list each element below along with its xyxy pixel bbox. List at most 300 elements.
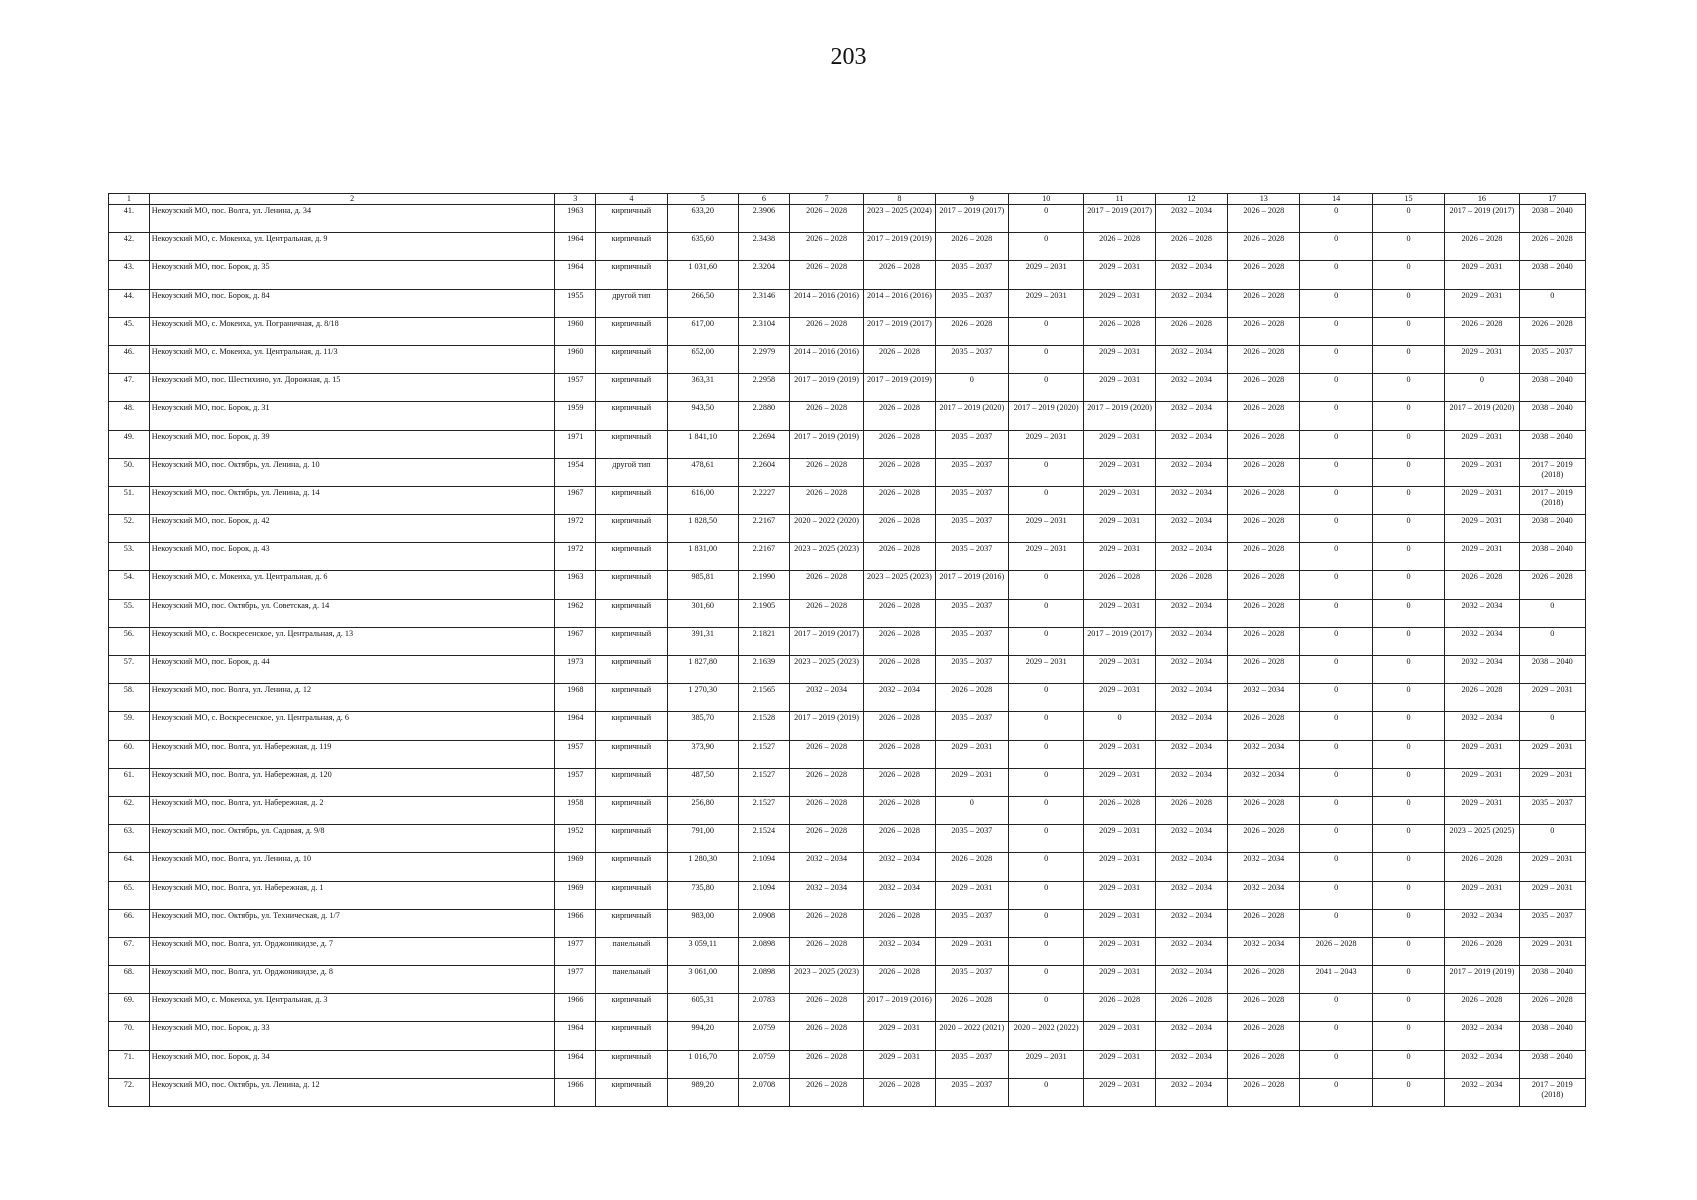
table-cell: 2035 – 2037 xyxy=(935,486,1008,514)
table-cell: 0 xyxy=(1372,909,1444,937)
address-cell: Некоузский МО, пос. Октябрь, ул. Ленина, д. 10 xyxy=(149,458,555,486)
table-cell: 791,00 xyxy=(667,825,738,853)
address-cell: Некоузский МО, пос. Волга, ул. Ленина, д. 10 xyxy=(149,853,555,881)
table-cell: кирпичный xyxy=(596,881,667,909)
table-cell: 0 xyxy=(1372,486,1444,514)
table-cell: 1972 xyxy=(555,515,596,543)
table-cell: 2029 – 2031 xyxy=(1084,515,1155,543)
table-cell: 2035 – 2037 xyxy=(935,909,1008,937)
table-cell: 2026 – 2028 xyxy=(789,261,863,289)
table-cell: 2029 – 2031 xyxy=(1009,515,1084,543)
table-cell: 2032 – 2034 xyxy=(1155,599,1227,627)
table-cell: 2026 – 2028 xyxy=(1228,712,1300,740)
address-cell: Некоузский МО, пос. Волга, ул. Набережная, д. 119 xyxy=(149,740,555,768)
table-cell: 1963 xyxy=(555,571,596,599)
table-row xyxy=(109,515,1586,543)
table-cell: 0 xyxy=(1300,684,1372,712)
table-cell: 0 xyxy=(1372,853,1444,881)
table-cell: 2032 – 2034 xyxy=(1445,627,1519,655)
table-cell: 2.3146 xyxy=(738,289,789,317)
table-cell: 0 xyxy=(1300,796,1372,824)
address-cell: Некоузский МО, пос. Борок, д. 34 xyxy=(149,1050,555,1078)
table-cell: 2038 – 2040 xyxy=(1519,261,1585,289)
table-row xyxy=(109,486,1586,514)
table-cell: другой тип xyxy=(596,458,667,486)
table-cell: 2029 – 2031 xyxy=(1519,740,1585,768)
row-number-cell: 57. xyxy=(109,656,150,684)
table-cell: 2017 – 2019 (2017) xyxy=(935,205,1008,233)
column-header-16: 16 xyxy=(1445,194,1519,205)
table-cell: 2029 – 2031 xyxy=(1084,853,1155,881)
row-number-cell: 50. xyxy=(109,458,150,486)
table-cell: 2026 – 2028 xyxy=(789,205,863,233)
table-cell: 2.1094 xyxy=(738,881,789,909)
table-cell: 2032 – 2034 xyxy=(1445,599,1519,627)
address-cell: Некоузский МО, пос. Волга, ул. Набережная, д. 120 xyxy=(149,768,555,796)
table-cell: кирпичный xyxy=(596,909,667,937)
table-cell: 2026 – 2028 xyxy=(1228,909,1300,937)
table-cell: 0 xyxy=(1372,374,1444,402)
table-cell: 2.0908 xyxy=(738,909,789,937)
table-cell: 2020 – 2022 (2022) xyxy=(1009,1022,1084,1050)
table-cell: 0 xyxy=(1300,909,1372,937)
column-number-row xyxy=(109,194,1586,205)
table-cell: 2032 – 2034 xyxy=(1155,627,1227,655)
table-cell: 2023 – 2025 (2023) xyxy=(789,656,863,684)
table-cell: 2026 – 2028 xyxy=(1228,966,1300,994)
table-cell: 2014 – 2016 (2016) xyxy=(864,289,935,317)
table-cell: 2026 – 2028 xyxy=(1228,1050,1300,1078)
table-cell: 2032 – 2034 xyxy=(1155,1022,1227,1050)
table-cell: кирпичный xyxy=(596,768,667,796)
address-cell: Некоузский МО, пос. Октябрь, ул. Техническая, д. 1/7 xyxy=(149,909,555,937)
table-cell: 2026 – 2028 xyxy=(1084,571,1155,599)
table-cell: 2032 – 2034 xyxy=(789,881,863,909)
table-cell: 2029 – 2031 xyxy=(1084,486,1155,514)
table-cell: 2029 – 2031 xyxy=(1084,768,1155,796)
table-cell: 943,50 xyxy=(667,402,738,430)
table-cell: кирпичный xyxy=(596,515,667,543)
row-number-cell: 49. xyxy=(109,430,150,458)
table-cell: 2029 – 2031 xyxy=(1009,1050,1084,1078)
table-cell: 2026 – 2028 xyxy=(864,486,935,514)
table-cell: 2029 – 2031 xyxy=(1445,458,1519,486)
table-cell: 2029 – 2031 xyxy=(864,1050,935,1078)
table-row xyxy=(109,1050,1586,1078)
row-number-cell: 45. xyxy=(109,317,150,345)
table-cell: кирпичный xyxy=(596,430,667,458)
table-cell: 2026 – 2028 xyxy=(1228,627,1300,655)
table-cell: 0 xyxy=(1300,345,1372,373)
table-cell: 0 xyxy=(1519,627,1585,655)
table-cell: 0 xyxy=(1009,599,1084,627)
table-cell: 0 xyxy=(1009,684,1084,712)
table-cell: 2029 – 2031 xyxy=(1519,684,1585,712)
table-cell: 2032 – 2034 xyxy=(1228,684,1300,712)
table-cell: 2032 – 2034 xyxy=(1155,486,1227,514)
table-cell: кирпичный xyxy=(596,345,667,373)
column-header-17: 17 xyxy=(1519,194,1585,205)
table-cell: 2.1565 xyxy=(738,684,789,712)
table-cell: 2032 – 2034 xyxy=(1155,853,1227,881)
table-cell: 2032 – 2034 xyxy=(1445,656,1519,684)
address-cell: Некоузский МО, пос. Борок, д. 39 xyxy=(149,430,555,458)
table-cell: 635,60 xyxy=(667,233,738,261)
table-cell: 0 xyxy=(1300,627,1372,655)
table-cell: 2032 – 2034 xyxy=(1155,656,1227,684)
table-cell: 2029 – 2031 xyxy=(1519,768,1585,796)
table-cell: 2026 – 2028 xyxy=(1228,1078,1300,1106)
table-row xyxy=(109,345,1586,373)
table-cell: 2026 – 2028 xyxy=(1519,571,1585,599)
table-cell: 2038 – 2040 xyxy=(1519,402,1585,430)
table-cell: 0 xyxy=(1519,599,1585,627)
table-cell: 2.1990 xyxy=(738,571,789,599)
table-row xyxy=(109,656,1586,684)
table-cell: 633,20 xyxy=(667,205,738,233)
column-header-2: 2 xyxy=(149,194,555,205)
table-cell: 256,80 xyxy=(667,796,738,824)
table-cell: 1 280,30 xyxy=(667,853,738,881)
table-cell: 2032 – 2034 xyxy=(1228,881,1300,909)
table-cell: кирпичный xyxy=(596,740,667,768)
table-cell: 266,50 xyxy=(667,289,738,317)
table-cell: 1969 xyxy=(555,881,596,909)
table-cell: 0 xyxy=(1300,853,1372,881)
table-cell: 2029 – 2031 xyxy=(935,768,1008,796)
table-cell: 0 xyxy=(1300,768,1372,796)
table-cell: 2026 – 2028 xyxy=(1519,317,1585,345)
table-cell: 1 827,80 xyxy=(667,656,738,684)
table-cell: 2026 – 2028 xyxy=(1300,937,1372,965)
table-cell: 0 xyxy=(1372,740,1444,768)
table-cell: 2026 – 2028 xyxy=(1519,233,1585,261)
table-cell: 2029 – 2031 xyxy=(1084,825,1155,853)
table-row xyxy=(109,317,1586,345)
table-cell: 0 xyxy=(1372,796,1444,824)
table-cell: 0 xyxy=(1300,402,1372,430)
table-cell: 2026 – 2028 xyxy=(1228,374,1300,402)
table-cell: 0 xyxy=(1372,1078,1444,1106)
table-cell: 2032 – 2034 xyxy=(1228,740,1300,768)
address-cell: Некоузский МО, пос. Волга, ул. Орджоникидзе, д. 8 xyxy=(149,966,555,994)
table-cell: 2038 – 2040 xyxy=(1519,515,1585,543)
table-cell: 1964 xyxy=(555,261,596,289)
table-cell: 0 xyxy=(1009,937,1084,965)
table-cell: 2.3438 xyxy=(738,233,789,261)
table-cell: 2029 – 2031 xyxy=(1084,599,1155,627)
address-cell: Некоузский МО, пос. Волга, ул. Набережная, д. 1 xyxy=(149,881,555,909)
row-number-cell: 54. xyxy=(109,571,150,599)
table-cell: 2026 – 2028 xyxy=(1084,994,1155,1022)
table-cell: 2026 – 2028 xyxy=(789,740,863,768)
table-cell: 0 xyxy=(1372,458,1444,486)
table-cell: 2029 – 2031 xyxy=(1084,345,1155,373)
table-cell: 2.1821 xyxy=(738,627,789,655)
table-row xyxy=(109,261,1586,289)
column-header-1: 1 xyxy=(109,194,150,205)
table-cell: 2017 – 2019 (2018) xyxy=(1519,458,1585,486)
table-cell: 487,50 xyxy=(667,768,738,796)
table-cell: 2026 – 2028 xyxy=(864,796,935,824)
table-cell: 0 xyxy=(1009,458,1084,486)
table-cell: 0 xyxy=(1372,402,1444,430)
table-cell: 2026 – 2028 xyxy=(864,627,935,655)
table-cell: кирпичный xyxy=(596,712,667,740)
table-cell: кирпичный xyxy=(596,627,667,655)
table-cell: 2026 – 2028 xyxy=(789,317,863,345)
table-cell: кирпичный xyxy=(596,486,667,514)
table-row xyxy=(109,289,1586,317)
address-cell: Некоузский МО, пос. Борок, д. 35 xyxy=(149,261,555,289)
table-cell: 2032 – 2034 xyxy=(1155,768,1227,796)
table-cell: 1967 xyxy=(555,486,596,514)
table-cell: 2.2694 xyxy=(738,430,789,458)
table-cell: 2032 – 2034 xyxy=(1155,1078,1227,1106)
table-cell: 2.2167 xyxy=(738,515,789,543)
address-cell: Некоузский МО, с. Мокеиха, ул. Центральная, д. 11/3 xyxy=(149,345,555,373)
table-cell: 0 xyxy=(1519,712,1585,740)
table-cell: 2026 – 2028 xyxy=(789,909,863,937)
table-cell: 1966 xyxy=(555,909,596,937)
table-cell: 2.2979 xyxy=(738,345,789,373)
table-row xyxy=(109,543,1586,571)
address-cell: Некоузский МО, пос. Шестихино, ул. Дорожная, д. 15 xyxy=(149,374,555,402)
table-cell: 2029 – 2031 xyxy=(1009,543,1084,571)
table-cell: 1971 xyxy=(555,430,596,458)
table-cell: 0 xyxy=(1009,317,1084,345)
table-cell: 2026 – 2028 xyxy=(1228,261,1300,289)
address-cell: Некоузский МО, пос. Борок, д. 84 xyxy=(149,289,555,317)
table-cell: 0 xyxy=(1009,966,1084,994)
table-cell: 2026 – 2028 xyxy=(789,994,863,1022)
table-row xyxy=(109,740,1586,768)
table-cell: 2032 – 2034 xyxy=(1155,261,1227,289)
table-cell: 2026 – 2028 xyxy=(1228,1022,1300,1050)
table-cell: 2.1527 xyxy=(738,740,789,768)
table-cell: 2035 – 2037 xyxy=(935,261,1008,289)
table-cell: 2032 – 2034 xyxy=(1155,374,1227,402)
housing-table-container xyxy=(108,193,1586,1107)
table-cell: 2.1905 xyxy=(738,599,789,627)
table-cell: 1969 xyxy=(555,853,596,881)
table-cell: 617,00 xyxy=(667,317,738,345)
table-cell: кирпичный xyxy=(596,1050,667,1078)
table-cell: 0 xyxy=(1372,825,1444,853)
table-cell: 2038 – 2040 xyxy=(1519,966,1585,994)
table-cell: 2026 – 2028 xyxy=(864,599,935,627)
table-cell: 2029 – 2031 xyxy=(935,881,1008,909)
table-cell: 1960 xyxy=(555,345,596,373)
table-cell: 1 016,70 xyxy=(667,1050,738,1078)
table-cell: 2.1527 xyxy=(738,796,789,824)
table-cell: 2026 – 2028 xyxy=(1228,345,1300,373)
table-cell: 2017 – 2019 (2017) xyxy=(1084,205,1155,233)
row-number-cell: 56. xyxy=(109,627,150,655)
table-cell: 616,00 xyxy=(667,486,738,514)
row-number-cell: 68. xyxy=(109,966,150,994)
table-cell: 2032 – 2034 xyxy=(1228,853,1300,881)
table-cell: 2029 – 2031 xyxy=(1084,1078,1155,1106)
table-cell: 2032 – 2034 xyxy=(1445,1078,1519,1106)
table-cell: 2026 – 2028 xyxy=(789,825,863,853)
table-cell: 2032 – 2034 xyxy=(1445,712,1519,740)
table-cell: 2026 – 2028 xyxy=(864,656,935,684)
table-cell: 2035 – 2037 xyxy=(935,345,1008,373)
table-cell: 2.1524 xyxy=(738,825,789,853)
table-cell: 363,31 xyxy=(667,374,738,402)
table-cell: 1964 xyxy=(555,233,596,261)
table-cell: 1962 xyxy=(555,599,596,627)
address-cell: Некоузский МО, пос. Борок, д. 31 xyxy=(149,402,555,430)
table-cell: 2029 – 2031 xyxy=(935,740,1008,768)
table-cell: 1964 xyxy=(555,1022,596,1050)
column-header-6: 6 xyxy=(738,194,789,205)
table-cell: 2029 – 2031 xyxy=(1445,515,1519,543)
table-cell: 2029 – 2031 xyxy=(1445,430,1519,458)
table-cell: 2026 – 2028 xyxy=(1155,317,1227,345)
table-cell: 2026 – 2028 xyxy=(1228,796,1300,824)
table-cell: 2026 – 2028 xyxy=(789,458,863,486)
table-row xyxy=(109,853,1586,881)
table-cell: 2032 – 2034 xyxy=(1155,205,1227,233)
table-cell: 0 xyxy=(1300,205,1372,233)
table-cell: 2029 – 2031 xyxy=(1445,486,1519,514)
table-cell: 2032 – 2034 xyxy=(1155,458,1227,486)
table-cell: 0 xyxy=(1372,430,1444,458)
table-cell: 2032 – 2034 xyxy=(1155,712,1227,740)
table-cell: 983,00 xyxy=(667,909,738,937)
table-cell: 2032 – 2034 xyxy=(864,937,935,965)
table-cell: 2026 – 2028 xyxy=(935,317,1008,345)
table-cell: 2032 – 2034 xyxy=(1155,937,1227,965)
table-cell: 2032 – 2034 xyxy=(1155,825,1227,853)
table-cell: 2026 – 2028 xyxy=(864,966,935,994)
table-row xyxy=(109,205,1586,233)
table-cell: 2026 – 2028 xyxy=(864,402,935,430)
table-cell: 2017 – 2019 (2019) xyxy=(789,374,863,402)
table-cell: 2026 – 2028 xyxy=(1445,937,1519,965)
table-cell: 0 xyxy=(1300,1078,1372,1106)
row-number-cell: 62. xyxy=(109,796,150,824)
table-cell: 2029 – 2031 xyxy=(1445,261,1519,289)
page-number: 203 xyxy=(830,44,867,70)
table-cell: 2032 – 2034 xyxy=(864,881,935,909)
table-cell: 2017 – 2019 (2018) xyxy=(1519,1078,1585,1106)
table-cell: 2029 – 2031 xyxy=(1084,458,1155,486)
table-cell: 2029 – 2031 xyxy=(1084,374,1155,402)
table-cell: 0 xyxy=(1300,261,1372,289)
table-cell: 0 xyxy=(1009,486,1084,514)
table-row xyxy=(109,966,1586,994)
table-cell: 0 xyxy=(1372,261,1444,289)
table-cell: 2035 – 2037 xyxy=(935,543,1008,571)
address-cell: Некоузский МО, пос. Волга, ул. Ленина, д. 12 xyxy=(149,684,555,712)
table-row xyxy=(109,712,1586,740)
table-row xyxy=(109,571,1586,599)
table-cell: 2032 – 2034 xyxy=(1445,1022,1519,1050)
table-cell: 0 xyxy=(1372,937,1444,965)
table-cell: 2023 – 2025 (2023) xyxy=(864,571,935,599)
table-cell: 2026 – 2028 xyxy=(1155,796,1227,824)
table-cell: 2.2604 xyxy=(738,458,789,486)
table-cell: 0 xyxy=(1009,881,1084,909)
table-cell: 2.3204 xyxy=(738,261,789,289)
table-row xyxy=(109,458,1586,486)
table-cell: 0 xyxy=(1009,233,1084,261)
table-cell: 0 xyxy=(1009,627,1084,655)
table-cell: 2032 – 2034 xyxy=(789,684,863,712)
table-cell: 2023 – 2025 (2023) xyxy=(789,543,863,571)
row-number-cell: 63. xyxy=(109,825,150,853)
table-cell: 373,90 xyxy=(667,740,738,768)
table-row xyxy=(109,937,1586,965)
table-cell: 2026 – 2028 xyxy=(1445,853,1519,881)
table-cell: 2035 – 2037 xyxy=(935,627,1008,655)
table-cell: кирпичный xyxy=(596,853,667,881)
table-cell: 385,70 xyxy=(667,712,738,740)
table-row xyxy=(109,402,1586,430)
table-cell: 2.0708 xyxy=(738,1078,789,1106)
table-cell: 2026 – 2028 xyxy=(864,768,935,796)
table-cell: 2023 – 2025 (2024) xyxy=(864,205,935,233)
table-cell: 2026 – 2028 xyxy=(1084,233,1155,261)
table-cell: кирпичный xyxy=(596,402,667,430)
row-number-cell: 67. xyxy=(109,937,150,965)
table-cell: 2029 – 2031 xyxy=(1084,684,1155,712)
table-cell: 0 xyxy=(1009,768,1084,796)
address-cell: Некоузский МО, с. Мокеиха, ул. Центральная, д. 3 xyxy=(149,994,555,1022)
table-cell: 2026 – 2028 xyxy=(1155,571,1227,599)
table-cell: 0 xyxy=(1372,205,1444,233)
table-cell: 2035 – 2037 xyxy=(935,1050,1008,1078)
table-cell: 2017 – 2019 (2017) xyxy=(1084,627,1155,655)
table-cell: 2017 – 2019 (2020) xyxy=(935,402,1008,430)
row-number-cell: 48. xyxy=(109,402,150,430)
table-cell: 0 xyxy=(1009,740,1084,768)
table-cell: 2026 – 2028 xyxy=(1228,402,1300,430)
table-cell: 2038 – 2040 xyxy=(1519,543,1585,571)
table-cell: 1 831,00 xyxy=(667,543,738,571)
column-header-4: 4 xyxy=(596,194,667,205)
table-cell: 0 xyxy=(1009,909,1084,937)
table-cell: 994,20 xyxy=(667,1022,738,1050)
column-header-15: 15 xyxy=(1372,194,1444,205)
table-cell: 2026 – 2028 xyxy=(1228,599,1300,627)
table-cell: 2032 – 2034 xyxy=(1445,1050,1519,1078)
table-cell: 735,80 xyxy=(667,881,738,909)
table-cell: 2026 – 2028 xyxy=(1228,458,1300,486)
table-cell: 2017 – 2019 (2017) xyxy=(864,317,935,345)
table-cell: 0 xyxy=(1009,994,1084,1022)
table-cell: 2017 – 2019 (2018) xyxy=(1519,486,1585,514)
table-cell: 2026 – 2028 xyxy=(1445,571,1519,599)
table-cell: 2026 – 2028 xyxy=(789,1050,863,1078)
table-cell: 0 xyxy=(1372,684,1444,712)
table-cell: 2026 – 2028 xyxy=(1228,289,1300,317)
table-cell: 0 xyxy=(1300,994,1372,1022)
table-cell: 2.1639 xyxy=(738,656,789,684)
table-row xyxy=(109,233,1586,261)
table-cell: 1 841,10 xyxy=(667,430,738,458)
table-cell: 0 xyxy=(1300,1050,1372,1078)
table-cell: 2026 – 2028 xyxy=(864,825,935,853)
table-cell: 2026 – 2028 xyxy=(864,740,935,768)
table-cell: 0 xyxy=(1300,289,1372,317)
table-cell: 2026 – 2028 xyxy=(864,543,935,571)
table-cell: 2026 – 2028 xyxy=(789,768,863,796)
address-cell: Некоузский МО, пос. Волга, ул. Ленина, д. 34 xyxy=(149,205,555,233)
